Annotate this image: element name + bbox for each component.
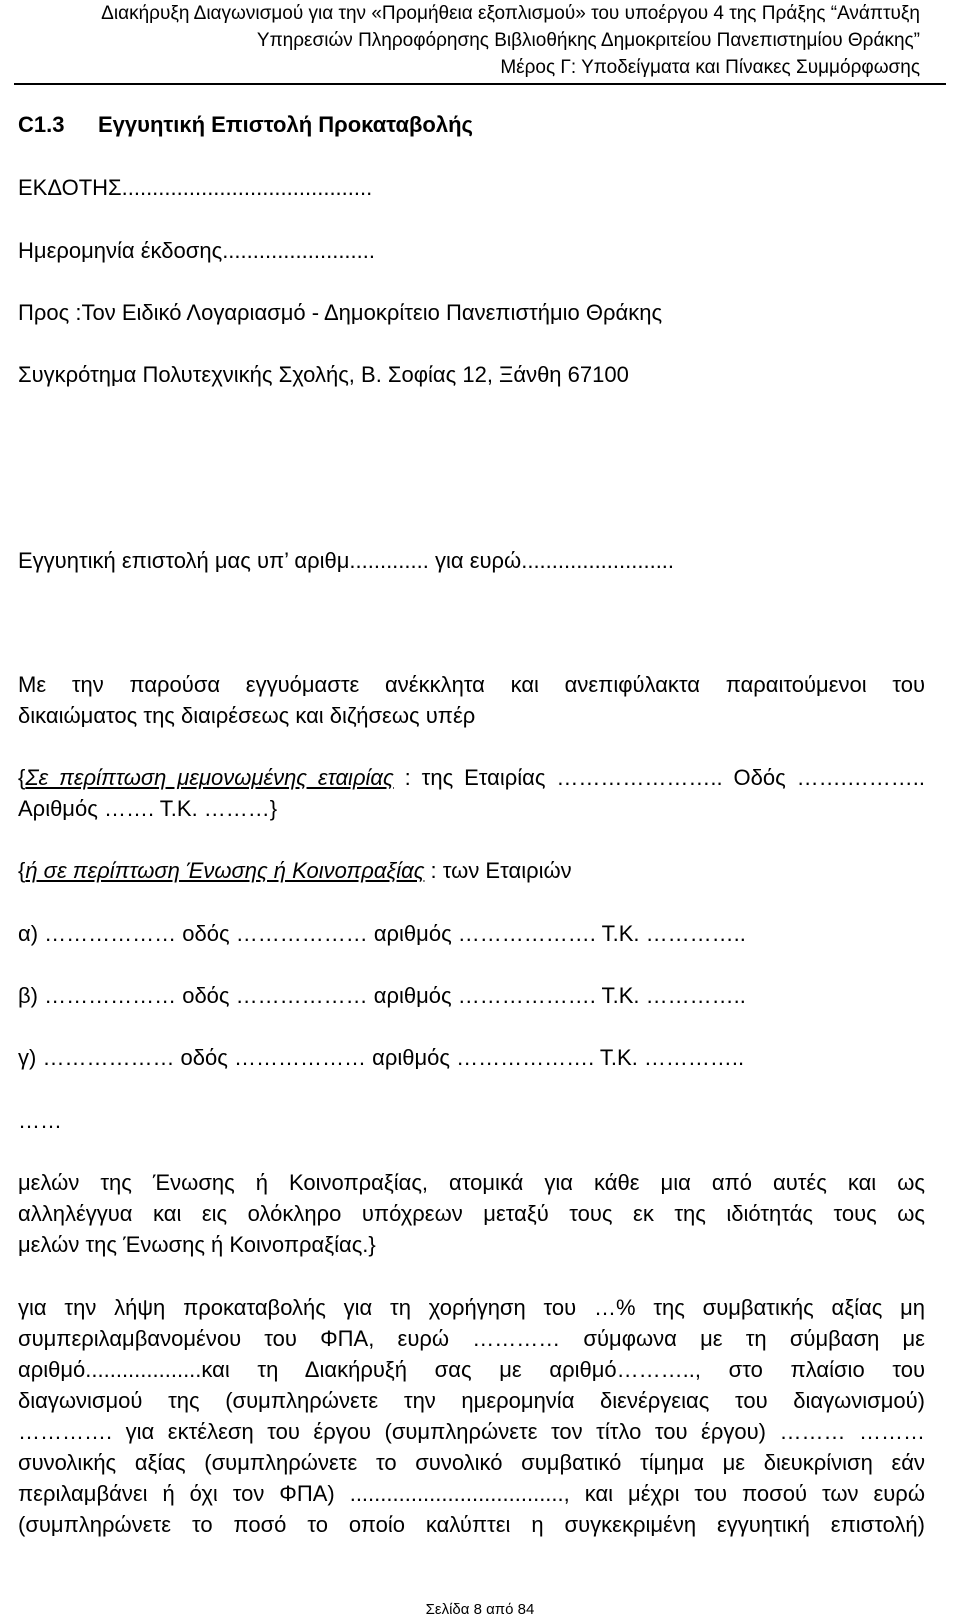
paragraph-3-line-8: (συμπληρώνετε το ποσό το οποίο καλύπτει η συγκεκριμένη εγγυητική επιστολή) — [18, 1512, 925, 1537]
header-line-2: Υπηρεσιών Πληροφόρησης Βιβλιοθήκης Δημοκριτείου Πανεπιστημίου Θράκης” — [256, 30, 920, 51]
paragraph-2-line-3: μελών της Ένωσης ή Κοινοπραξίας.} — [18, 1232, 376, 1257]
section-number: C1.3 — [18, 112, 65, 137]
single-company-details: : της Εταιρίας ………………….. Οδός …….……….. — [393, 765, 925, 790]
paragraph-3-line-1: για την λήψη προκαταβολής για τη χορήγηση του …% της συμβατικής αξίας μη — [18, 1295, 925, 1320]
paragraph-3-line-3: αριθμό...................και τη Διακήρυξή σας με αριθμό……….., στο πλαίσιο του — [18, 1357, 925, 1382]
paragraph-1-line-2: δικαιώματος της διαιρέσεως και διζήσεως υπέρ — [18, 703, 476, 728]
consortium-details: : των Εταιριών — [424, 858, 572, 883]
issue-date-line: Ημερομηνία έκδοσης......................... — [18, 238, 375, 263]
single-company-line-1 — [18, 765, 925, 791]
issuer-line: ΕΚΔΟΤΗΣ......................................... — [18, 175, 373, 200]
section-title: Εγγυητική Επιστολή Προκαταβολής — [98, 112, 473, 137]
guarantee-reference: Εγγυητική επιστολή μας υπ’ αριθμ............. για ευρώ......................... — [18, 548, 675, 573]
paragraph-3-line-2: συμπεριλαμβανομένου του ΦΠΑ, ευρώ ………… σύμφωνα με τη σύμβαση με — [18, 1326, 925, 1351]
paragraph-1-line-1: Με την παρούσα εγγυόμαστε ανέκκλητα και ανεπιφύλακτα παραιτούμενοι του — [18, 672, 925, 697]
paragraph-2-line-1: μελών της Ένωσης ή Κοινοπραξίας, ατομικά για κάθε μια από αυτές και ως — [18, 1170, 925, 1195]
recipient-line-2: Συγκρότημα Πολυτεχνικής Σχολής, Β. Σοφίας 12, Ξάνθη 67100 — [18, 362, 629, 387]
page-header — [20, 0, 920, 81]
header-line-1: Διακήρυξη Διαγωνισμού για την «Προμήθεια εξοπλισμού» του υποέργου 4 της Πράξης “Ανάπτυξη — [101, 3, 920, 24]
recipient-line-1: Προς :Τον Ειδικό Λογαριασμό - Δημοκρίτειο Πανεπιστήμιο Θράκης — [18, 300, 663, 325]
paragraph-3-line-5: …………. για εκτέλεση του έργου (συμπληρώνετε τον τίτλο του έργου) ……… ……… — [18, 1419, 925, 1444]
brace-open: { — [18, 765, 26, 790]
paragraph-3-line-6: συνολικής αξίας (συμπληρώνετε το συνολικό συμβατικό τίμημα με διευκρίνιση εάν — [18, 1450, 925, 1475]
page-number: Σελίδα 8 από 84 — [425, 1601, 535, 1618]
member-line: γ) ……………… οδός ……………… αριθμός ………………. Τ.Κ. ………….. — [18, 1045, 745, 1070]
brace-open: { — [18, 858, 26, 883]
paragraph-2-line-2: αλληλέγγυα και εις ολόκληρο υπόχρεων μεταξύ τους εκ της ιδιότητάς τους ως — [18, 1201, 925, 1226]
section-heading — [18, 112, 925, 138]
single-company-line-2: Αριθμός ……. Τ.Κ. ………} — [18, 796, 278, 821]
consortium-line — [18, 858, 925, 884]
member-line: β) ……………… οδός ……………… αριθμός ………………. Τ.Κ. ………….. — [18, 983, 746, 1008]
member-line: …… — [18, 1108, 62, 1133]
header-line-3: Μέρος Γ: Υποδείγματα και Πίνακες Συμμόρφωσης — [500, 57, 920, 78]
consortium-label: ή σε περίπτωση Ένωσης ή Κοινοπραξίας — [25, 858, 425, 883]
paragraph-3-line-7: περιλαμβάνει ή όχι τον ΦΠΑ) ..................................., και μέχρι του ποσού των ευρώ — [18, 1481, 925, 1506]
member-line: α) ……………… οδός ……………… αριθμός ………………. Τ.Κ. ………….. — [18, 921, 746, 946]
header-divider — [14, 83, 946, 85]
paragraph-3-line-4: διαγωνισμού της (συμπληρώνετε την ημερομηνία διενέργειας του διαγωνισμού) — [18, 1388, 925, 1413]
single-company-label: Σε περίπτωση μεμονωμένης εταιρίας — [25, 765, 394, 790]
